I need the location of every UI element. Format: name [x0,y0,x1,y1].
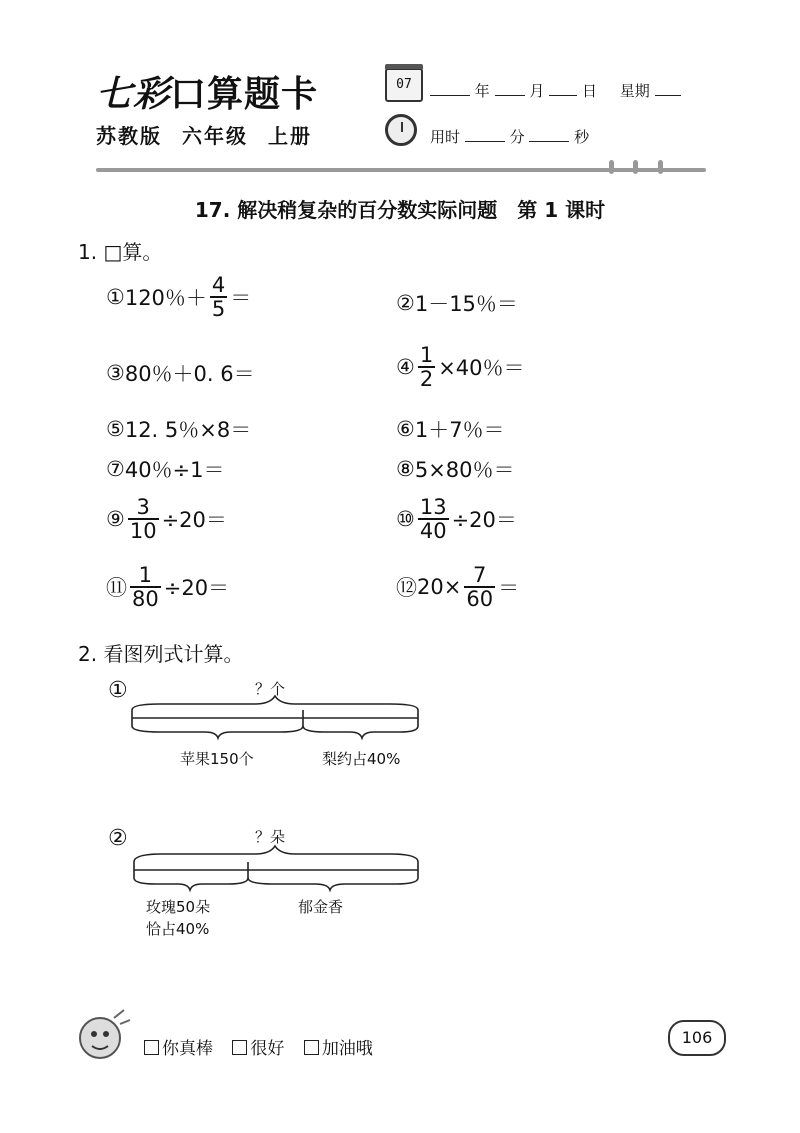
edition-volume: 上册 [268,124,312,148]
diagram1-right-brace [303,726,418,738]
diagram1-top-brace [132,696,418,710]
problem-text: 40％÷1＝ [124,458,225,482]
problem-text: 1－15％＝ [414,292,518,316]
problem-equals: ＝ [498,576,520,601]
fraction: $\frac{1}{2}$ [419,343,434,392]
edition-grade: 六年级 [182,124,248,148]
minutes-label: 分 [509,128,525,146]
problem-text: 80％＋0. 6＝ [124,362,255,386]
problem-marker: ⑩ [396,507,415,532]
problem-3[interactable] [106,358,255,388]
checkbox[interactable] [144,1040,159,1055]
problem-text: 120％＋ [124,286,207,311]
check-keep-going[interactable]: 加油哦 [304,1039,373,1059]
problem-marker: ④ [396,355,415,380]
fraction: $\frac{7}{60}$ [466,563,494,612]
diagram1-left-label: 苹果150个 [180,750,254,768]
diagram1-bar [132,710,418,726]
diagram2-total-label: ？朵 [255,828,286,846]
diagram2-bar [134,862,418,878]
diagram1-marker: ① [108,678,128,703]
page-number: 106 [668,1020,726,1056]
diagram2-top-brace [134,846,418,862]
calendar-icon [385,68,423,102]
clock-icon [385,114,417,146]
self-evaluation [144,1034,387,1059]
problem-text: ×40％＝ [438,356,525,381]
problem-text: 5×80％＝ [414,458,515,482]
problem-6[interactable] [396,414,505,444]
section1-title: 1. □算。 [78,240,163,264]
problem-text: ÷20＝ [163,576,230,601]
problem-2[interactable] [396,288,518,318]
check-great[interactable]: 你真棒 [144,1039,213,1059]
day-label: 日 [581,82,597,100]
problem-marker: ③ [106,361,125,385]
mascot-icon [70,1004,132,1066]
diagram2-left-label-line2: 恰占40% [146,920,210,938]
year-label: 年 [474,82,490,100]
problem-8[interactable] [396,454,515,484]
diagram2-braces [120,840,440,900]
problem-marker: ⑪ [106,576,127,601]
fraction: $\frac{3}{10}$ [129,495,157,544]
problem-marker: ② [396,291,415,315]
brand-title [96,66,318,117]
problem-text: 1＋7％＝ [414,418,505,442]
problem-marker: ⑧ [396,457,415,481]
diagram1-right-label: 梨约占40% [322,750,401,768]
brand-suffix: 口算题卡 [170,74,319,115]
problem-4[interactable] [396,344,525,390]
diagram2-right-label: 郁金香 [298,898,344,916]
edition-info [96,120,332,149]
problem-11[interactable] [106,564,229,610]
lesson-title: 17. 解决稍复杂的百分数实际问题 第 1 课时 [194,198,606,222]
problem-text: ÷20＝ [451,508,517,533]
brand-prefix: 七彩 [96,73,171,115]
diagram1-braces [120,690,440,750]
seconds-blank[interactable] [529,127,569,142]
diagram1-total-label: ？个 [255,680,286,698]
day-blank[interactable] [549,81,577,96]
fraction: $\frac{1}{80}$ [132,563,159,612]
problem-marker: ⑤ [106,417,125,441]
problem-marker: ⑨ [106,507,125,532]
edition-publisher: 苏教版 [96,124,162,148]
header-divider [96,168,706,172]
time-fields [430,126,589,147]
seconds-label: 秒 [574,128,590,146]
problem-text: ÷20＝ [161,508,227,533]
month-blank[interactable] [495,81,525,96]
diagram2-left-brace [134,878,248,890]
checkbox[interactable] [304,1040,319,1055]
month-label: 月 [529,82,545,100]
diagram2-right-brace [248,878,418,890]
problem-marker: ⑥ [396,417,415,441]
problem-marker: ⑦ [106,457,125,481]
fraction: $\frac{4}{5}$ [211,273,226,322]
calendar-day: 07 [396,77,412,92]
time-label: 用时 [430,128,461,146]
diagram2-left-label-line1: 玫瑰50朵 [146,898,211,916]
problem-text: 12. 5％×8＝ [124,418,252,442]
fraction: $\frac{13}{40}$ [419,495,447,544]
problem-5[interactable] [106,414,251,444]
problem-9[interactable] [106,496,227,542]
problem-text: 20× [417,575,462,600]
problem-10[interactable] [396,496,517,542]
year-blank[interactable] [430,81,470,96]
date-fields [430,80,681,101]
diagram1-left-brace [132,726,303,738]
minutes-blank[interactable] [465,127,505,142]
problem-12[interactable] [396,564,519,610]
problem-equals: ＝ [230,286,252,311]
check-good[interactable]: 很好 [232,1039,284,1059]
weekday-label: 星期 [619,82,650,100]
checkbox[interactable] [232,1040,247,1055]
problem-1[interactable] [106,274,251,320]
weekday-blank[interactable] [655,81,681,96]
problem-marker: ⑫ [396,576,417,601]
diagram2-marker: ② [108,826,128,851]
section2-title: 2. 看图列式计算。 [78,642,244,666]
problem-marker: ① [106,285,125,310]
problem-7[interactable] [106,454,225,484]
